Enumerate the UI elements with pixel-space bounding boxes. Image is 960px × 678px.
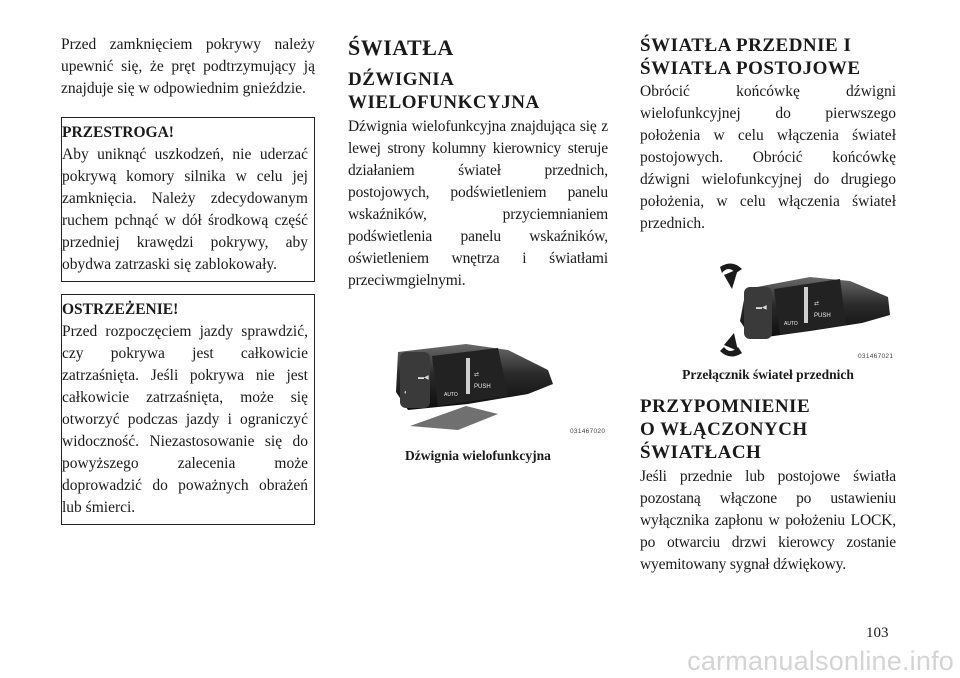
warning-box [61,294,315,525]
svg-text:PUSH: PUSH [474,384,491,390]
warning-title: OSTRZEŻENIE! [62,301,179,318]
hood-intro-text: Przed zamknięciem pokrywy należy upewnić się, że pręt podtrzymujący ją znajduje się w odpowiednim gnieździe. [61,36,315,97]
multifunction-lever-figure [348,334,608,444]
headlights-text: Obrócić końcówkę dźwigni wielofunkcyjnej do pierwszego położenia w celu włączenia świateł postojowych. Obrócić końcówkę dźwigni wielofunkcyjnej do drugiego położenia, w celu włączenia świateł przednich. [640,83,896,232]
page-number: 103 [866,625,889,641]
svg-text:◐: ◐ [404,390,408,396]
caution-box [61,117,315,282]
column-left [61,34,315,525]
headlights-heading: ŚWIATŁA PRZEDNIE I ŚWIATŁA POSTOJOWE [640,35,861,79]
caution-text: Aby uniknąć uszkodzeń, nie uderzać pokrywą komory silnika w celu jej zamknięcia. Należy zdecydowanym ruchem pchnąć w dół środkową część przedniej krawędzi pokrywy, aby obydwa zatrzaski się zablokowały. [62,146,308,273]
caution-title: PRZESTROGA! [62,124,174,141]
lights-reminder-text: Jeśli przednie lub postojowe światła pozostaną włączone po ustawieniu wyłącznika zapłonu w położeniu LOCK, po otwarciu drzwi kierowcy zostanie wyemitowany sygnał dźwiękowy. [640,468,896,573]
warning-text: Przed rozpoczęciem jazdy sprawdzić, czy pokrywa jest całkowicie zatrzaśnięta. Jeśli pokrywa nie jest całkowicie zatrzaśnięta, może się otworzyć podczas jazdy i ograniczyć widoczność. Niezastosowanie się do powyższego zalecenia może doprowadzić do poważnych obrażeń lub śmierci. [62,323,308,516]
lights-reminder-heading: PRZYPOMNIENIE O WŁĄCZONYCH ŚWIATŁACH [640,396,811,463]
column-right [640,34,896,576]
multifunction-lever-text: Dźwignia wielofunkcyjna znajdująca się z lewej strony kolumny kierownicy steruje działaniem świateł przednich, postojowych, podświetleniem panelu wskaźników, przyciemnianiem podświetlenia panelu wskaźników, oświetleniem wnętrza i światłami przeciwmgielnymi. [348,118,608,289]
column-middle [348,34,608,464]
figure-code: 031467021 [858,353,894,360]
headlight-switch-illustration-icon [640,259,896,365]
svg-text:▬◀: ▬◀ [418,375,429,381]
figure-caption: Dźwignia wielofunkcyjna [405,448,551,463]
figure-caption: Przełącznik świateł przednich [682,367,854,382]
svg-text:▬◀: ▬◀ [756,305,767,311]
svg-text:AUTO: AUTO [444,392,458,398]
svg-text:PUSH: PUSH [814,313,831,319]
watermark: carmanualsonline.info [687,646,954,676]
svg-text:⇄: ⇄ [814,301,820,307]
figure-code: 031467020 [570,428,606,435]
svg-text:AUTO: AUTO [784,321,798,327]
section-title: ŚWIATŁA [348,35,454,60]
svg-text:⇄: ⇄ [474,372,480,378]
multifunction-lever-heading: DŹWIGNIA WIELOFUNKCYJNA [348,69,540,113]
lever-illustration-icon [348,334,608,438]
headlight-switch-figure [640,259,896,367]
